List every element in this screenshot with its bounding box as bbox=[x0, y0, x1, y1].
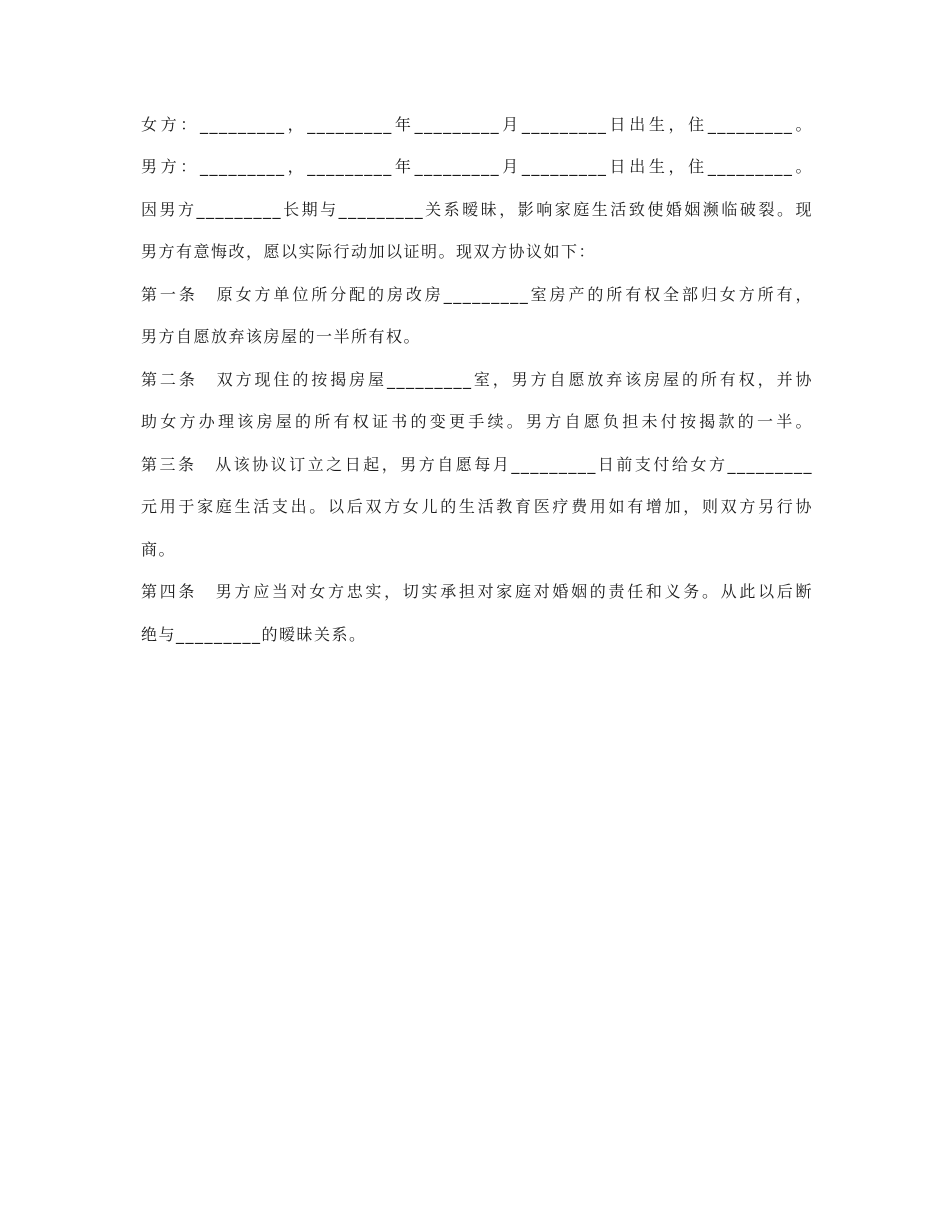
article-1-line-2: 男方自愿放弃该房屋的一半所有权。 bbox=[141, 327, 422, 346]
article-4-line-1: 第四条 男方应当对女方忠实，切实承担对家庭对婚姻的责任和义务。从此以后断 bbox=[141, 582, 813, 601]
preamble-line-1: 因男方_________长期与_________关系暧昧，影响家庭生活致使婚姻濒临破裂。现 bbox=[141, 200, 813, 219]
party-male-line: 男方：_________，_________年_________月_________日出生，住_________。 bbox=[141, 157, 813, 176]
article-3-line-3: 商。 bbox=[141, 540, 177, 559]
preamble-line-2: 男方有意悔改，愿以实际行动加以证明。现双方协议如下： bbox=[141, 242, 597, 261]
article-4-line-2: 绝与_________的暧昧关系。 bbox=[141, 625, 367, 644]
article-3-line-2: 元用于家庭生活支出。以后双方女儿的生活教育医疗费用如有增加，则双方另行协 bbox=[141, 497, 813, 516]
article-3-line-1: 第三条 从该协议订立之日起，男方自愿每月_________日前支付给女方_________ bbox=[141, 455, 813, 474]
article-2-line-2: 助女方办理该房屋的所有权证书的变更手续。男方自愿负担未付按揭款的一半。 bbox=[141, 412, 813, 431]
article-1-line-1: 第一条 原女方单位所分配的房改房_________室房产的所有权全部归女方所有， bbox=[141, 285, 813, 304]
article-2-line-1: 第二条 双方现住的按揭房屋_________室，男方自愿放弃该房屋的所有权，并协 bbox=[141, 370, 813, 389]
party-female-line: 女方：_________，_________年_________月_________日出生，住_________。 bbox=[141, 115, 813, 134]
